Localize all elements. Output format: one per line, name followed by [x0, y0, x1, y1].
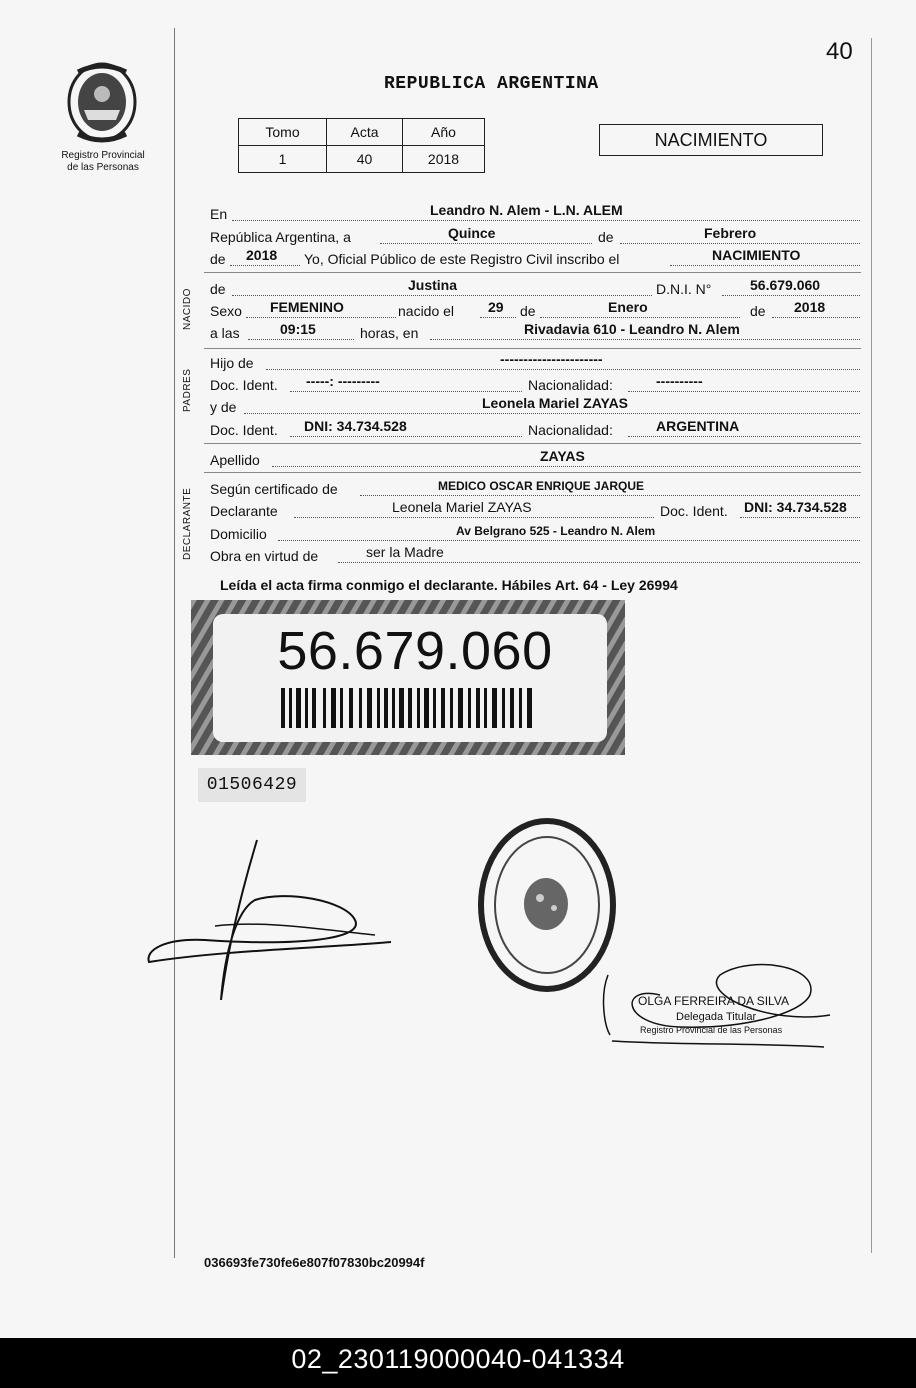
- value-dia-nac: 29: [488, 299, 504, 315]
- value-padre-nac: ----------: [656, 373, 703, 389]
- row-madre-doc: [210, 418, 860, 442]
- value-madre: Leonela Mariel ZAYAS: [482, 395, 629, 411]
- section-label-padres: PADRES: [182, 368, 193, 412]
- value-padre: ----------------------: [500, 351, 603, 367]
- label-apellido: Apellido: [210, 452, 260, 468]
- separator: [204, 443, 861, 444]
- value-declarante-doc: DNI: 34.734.528: [744, 499, 847, 515]
- row-inscripcion: [210, 247, 860, 271]
- dotted-line: [628, 436, 860, 437]
- value-lugar-nac: Rivadavia 610 - Leandro N. Alem: [524, 321, 740, 337]
- label-segun: Según certificado de: [210, 481, 338, 497]
- dotted-line: [772, 317, 860, 318]
- section-label-declarante: DECLARANTE: [182, 487, 193, 560]
- dotted-line: [272, 466, 860, 467]
- row-hijo-de: [210, 351, 860, 375]
- label-declarante: Declarante: [210, 503, 278, 519]
- label-de3: de: [210, 281, 226, 297]
- row-nombre: [210, 277, 860, 301]
- label-domicilio: Domicilio: [210, 526, 267, 542]
- page-number: 40: [826, 38, 853, 65]
- dotted-line: [360, 495, 860, 496]
- label-de4: de: [520, 303, 536, 319]
- label-de5: de: [750, 303, 766, 319]
- dotted-line: [628, 391, 860, 392]
- label-de: de: [598, 229, 614, 245]
- margin-line-left: [174, 28, 175, 1258]
- document-hash: 036693fe730fe6e807f07830bc20994f: [204, 1255, 425, 1270]
- dotted-line: [244, 413, 860, 414]
- dotted-line: [540, 317, 740, 318]
- section-label-nacido: NACIDO: [182, 288, 193, 330]
- row-domicilio: [210, 526, 860, 546]
- value-padre-doc: -----: ---------: [306, 373, 380, 389]
- value-acta: 40: [327, 146, 403, 173]
- record-type-box: NACIMIENTO: [599, 124, 823, 156]
- row-en: [210, 202, 860, 226]
- label-horas-en: horas, en: [360, 325, 419, 341]
- dotted-line: [480, 317, 516, 318]
- registry-seal: [474, 812, 620, 998]
- row-republica: [210, 225, 860, 249]
- dotted-line: [430, 339, 860, 340]
- row-obra: [210, 544, 860, 568]
- serial-number: 01506429: [198, 768, 306, 802]
- row-apellido: [210, 448, 860, 472]
- row-sexo: [210, 299, 860, 323]
- dotted-line: [230, 265, 300, 266]
- label-a-las: a las: [210, 325, 240, 341]
- province-seal-icon: [64, 60, 140, 144]
- official-office: Registro Provincial de las Personas: [640, 1025, 783, 1035]
- label-dni: D.N.I. N°: [656, 281, 712, 297]
- separator: [204, 348, 861, 349]
- dotted-line: [740, 517, 860, 518]
- value-anio: 2018: [403, 146, 485, 173]
- dotted-line: [338, 562, 860, 563]
- label-doc-ident: Doc. Ident.: [210, 377, 278, 393]
- label-yo: Yo, Oficial Público de este Registro Civil inscribo el: [304, 251, 620, 267]
- dotted-line: [380, 243, 592, 244]
- bottom-code: 02_230119000040-041334: [291, 1344, 625, 1374]
- header-tomo: Tomo: [239, 119, 327, 146]
- value-acto: NACIMIENTO: [712, 247, 801, 263]
- dotted-line: [722, 295, 860, 296]
- label-en: En: [210, 206, 228, 222]
- document-title: REPUBLICA ARGENTINA: [384, 74, 599, 94]
- header-acta: Acta: [327, 119, 403, 146]
- row-y-de: [210, 395, 860, 419]
- row-segun: [210, 481, 860, 501]
- value-mes-texto: Febrero: [704, 225, 757, 241]
- label-de2: de: [210, 251, 226, 267]
- logo-caption-line2: de las Personas: [67, 162, 139, 173]
- value-domicilio: Av Belgrano 525 - Leandro N. Alem: [456, 524, 656, 538]
- label-nacionalidad: Nacionalidad:: [528, 377, 613, 393]
- value-nombre: Justina: [408, 277, 458, 293]
- row-hora: [210, 321, 860, 345]
- value-anio-nac: 2018: [794, 299, 826, 315]
- dotted-line: [670, 265, 860, 266]
- logo-caption-line1: Registro Provincial: [61, 150, 145, 161]
- dotted-line: [278, 540, 860, 541]
- label-hijo-de: Hijo de: [210, 355, 254, 371]
- row-padre-doc: [210, 373, 860, 397]
- dotted-line: [266, 369, 860, 370]
- dotted-line: [232, 220, 860, 221]
- separator: [204, 472, 861, 473]
- value-mes-nac: Enero: [608, 299, 648, 315]
- label-sexo: Sexo: [210, 303, 242, 319]
- dotted-line: [290, 436, 522, 437]
- official-name: OLGA FERREIRA DA SILVA: [638, 994, 789, 1008]
- label-doc-ident-declarante: Doc. Ident.: [660, 503, 728, 519]
- value-tomo: 1: [239, 146, 327, 173]
- margin-line-right: [871, 38, 872, 1253]
- value-sexo: FEMENINO: [270, 299, 344, 315]
- dni-banner-number: 56.679.060: [277, 621, 553, 681]
- label-nacido-el: nacido el: [398, 303, 455, 319]
- label-nacionalidad-madre: Nacionalidad:: [528, 422, 613, 438]
- logo-caption: [48, 150, 158, 174]
- value-hora: 09:15: [280, 321, 316, 337]
- value-madre-doc: DNI: 34.734.528: [304, 418, 407, 434]
- value-apellido: ZAYAS: [540, 448, 585, 464]
- dotted-line: [248, 339, 354, 340]
- value-obra: ser la Madre: [366, 544, 444, 560]
- value-dia-texto: Quince: [448, 225, 496, 241]
- separator: [204, 272, 861, 273]
- value-anio-inscripcion: 2018: [246, 247, 278, 263]
- label-y-de: y de: [210, 399, 237, 415]
- value-dni: 56.679.060: [750, 277, 821, 293]
- value-certificado: MEDICO OSCAR ENRIQUE JARQUE: [438, 479, 645, 493]
- record-table: [238, 118, 485, 173]
- label-obra: Obra en virtud de: [210, 548, 319, 564]
- value-declarante: Leonela Mariel ZAYAS: [392, 499, 532, 515]
- dotted-line: [232, 295, 652, 296]
- row-declarante: [210, 499, 860, 523]
- dotted-line: [620, 243, 860, 244]
- dotted-line: [246, 317, 396, 318]
- value-lugar: Leandro N. Alem - L.N. ALEM: [430, 202, 623, 218]
- label-republica: República Argentina, a: [210, 229, 351, 245]
- header-anio: Año: [403, 119, 485, 146]
- value-madre-nac: ARGENTINA: [656, 418, 740, 434]
- official-role: Delegada Titular: [676, 1011, 757, 1023]
- declarant-signature: [145, 830, 405, 1010]
- dotted-line: [290, 391, 522, 392]
- dotted-line: [294, 517, 654, 518]
- closing-text: Leída el acta firma conmigo el declarante. Hábiles Art. 64 - Ley 26994: [220, 577, 678, 593]
- label-doc-ident-madre: Doc. Ident.: [210, 422, 278, 438]
